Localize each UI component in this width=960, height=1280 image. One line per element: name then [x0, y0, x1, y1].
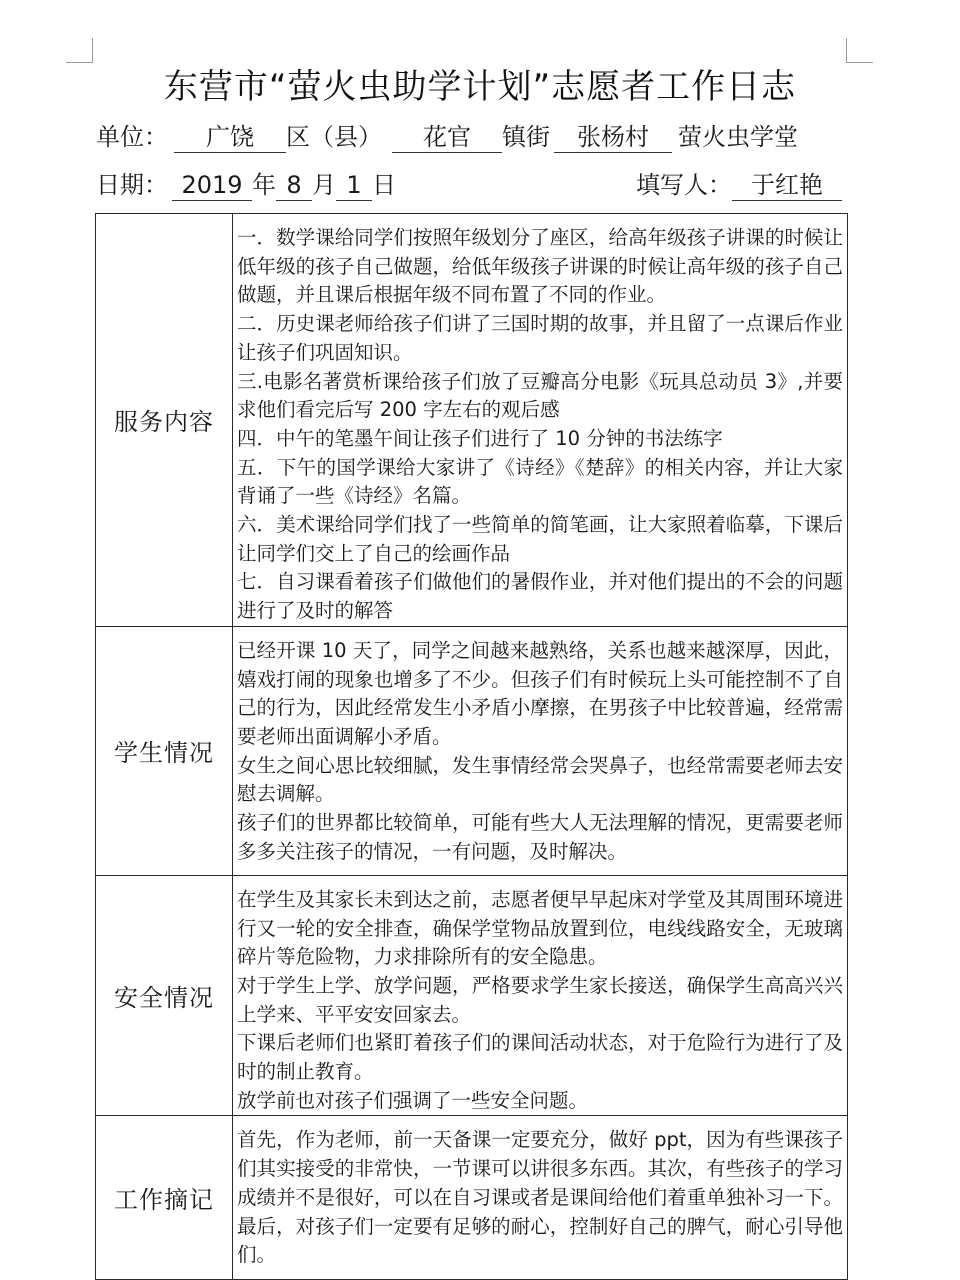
unit-village-field: 张杨村	[554, 122, 672, 153]
unit-town-suffix: 镇街	[502, 123, 550, 151]
row-content-work-notes	[233, 1116, 848, 1280]
unit-line	[96, 120, 798, 154]
date-day-suffix: 日	[372, 171, 396, 199]
work-log-table	[95, 213, 848, 1280]
row-content-service-content	[233, 214, 848, 627]
row-content-student-situation	[233, 626, 848, 875]
row-label-service-content: 服务内容	[96, 214, 233, 627]
table-row-service-content	[96, 214, 848, 627]
date-label: 日期：	[96, 171, 168, 199]
service-item-5: 五．下午的国学课给大家讲了《诗经》《楚辞》的相关内容，并让大家背诵了一些《诗经》名篇。	[237, 455, 843, 508]
safety-paragraph-4: 放学前也对孩子们强调了一些安全问题。	[237, 1088, 589, 1112]
safety-paragraph-2: 对于学生上学、放学问题，严格要求学生家长接送，确保学生高高兴兴上学来、平平安安回家去。	[237, 973, 843, 1026]
table-row-student-situation	[96, 626, 848, 875]
service-item-4: 四．中午的笔墨午间让孩子们进行了 10 分钟的书法练字	[237, 426, 723, 450]
unit-town-field: 花官	[392, 122, 502, 153]
page-corner-mark-top-right	[846, 38, 873, 63]
student-paragraph-3: 孩子们的世界都比较简单，可能有些大人无法理解的情况，更需要老师多多关注孩子的情况，一有问题，及时解决。	[237, 811, 843, 863]
notes-paragraph-1: 首先，作为老师，前一天备课一定要充分，做好 ppt，因为有些课孩子们其实接受的非常快，一节课可以讲很多东西。其次，有些孩子的学习成绩并不是很好，可以在自习课或者是课间给他们着重单独补习一下。最后，对孩子们一定要有足够的耐心，控制好自己的脾气，耐心引导他们。	[237, 1128, 843, 1267]
table-row-safety-situation	[96, 875, 848, 1116]
writer-label: 填写人：	[636, 171, 732, 199]
date-month-suffix: 月	[312, 171, 336, 199]
student-paragraph-1: 已经开课 10 天了，同学之间越来越熟络，关系也越来越深厚，因此，嬉戏打闹的现象也增多了不少。但孩子们有时候玩上头可能控制不了自己的行为，因此经常发生小矛盾小摩擦，在男孩子中比较普遍，经常需要老师出面调解小矛盾。	[237, 638, 843, 748]
writer-name-field: 于红艳	[732, 170, 842, 201]
page-corner-mark-top-left	[66, 38, 93, 63]
service-item-7: 七．自习课看着孩子们做他们的暑假作业，并对他们提出的不会的问题进行了及时的解答	[237, 570, 843, 623]
date-day-field: 1	[336, 170, 372, 201]
date-year-field: 2019	[172, 170, 252, 201]
date-year-suffix: 年	[252, 171, 276, 199]
row-label-work-notes: 工作摘记	[96, 1116, 233, 1280]
safety-paragraph-1: 在学生及其家长未到达之前，志愿者便早早起床对学堂及其周围环境进行又一轮的安全排查，确保学堂物品放置到位，电线线路安全，无玻璃碎片等危险物，力求排除所有的安全隐患。	[237, 887, 843, 969]
unit-school: 萤火虫学堂	[678, 123, 798, 151]
safety-paragraph-3: 下课后老师们也紧盯着孩子们的课间活动状态，对于危险行为进行了及时的制止教育。	[237, 1031, 843, 1084]
date-line	[96, 168, 396, 202]
unit-county-field: 广饶	[174, 122, 286, 153]
row-label-safety-situation: 安全情况	[96, 875, 233, 1116]
service-item-1: 一．数学课给同学们按照年级划分了座区，给高年级孩子讲课的时候让低年级的孩子自己做题，给低年级孩子讲课的时候让高年级的孩子自己做题，并且课后根据年级不同布置了不同的作业。	[237, 226, 843, 307]
service-item-2: 二．历史课老师给孩子们讲了三国时期的故事，并且留了一点课后作业让孩子们巩固知识。	[237, 312, 843, 364]
row-content-safety-situation	[233, 875, 848, 1116]
service-item-6: 六．美术课给同学们找了一些简单的简笔画，让大家照着临摹，下课后让同学们交上了自己的绘画作品	[237, 513, 843, 565]
writer-line	[636, 168, 842, 202]
unit-county-suffix: 区（县）	[286, 123, 382, 151]
unit-label: 单位：	[96, 123, 168, 151]
date-month-field: 8	[276, 170, 312, 201]
page-title: 东营市“萤火虫助学计划”志愿者工作日志	[163, 67, 797, 107]
table-row-work-notes	[96, 1116, 848, 1280]
student-paragraph-2: 女生之间心思比较细腻，发生事情经常会哭鼻子，也经常需要老师去安慰去调解。	[237, 753, 843, 806]
row-label-student-situation: 学生情况	[96, 626, 233, 875]
service-item-3: 三.电影名著赏析课给孩子们放了豆瓣高分电影《玩具总动员 3》,并要求他们看完后写 200 字左右的观后感	[237, 369, 843, 422]
